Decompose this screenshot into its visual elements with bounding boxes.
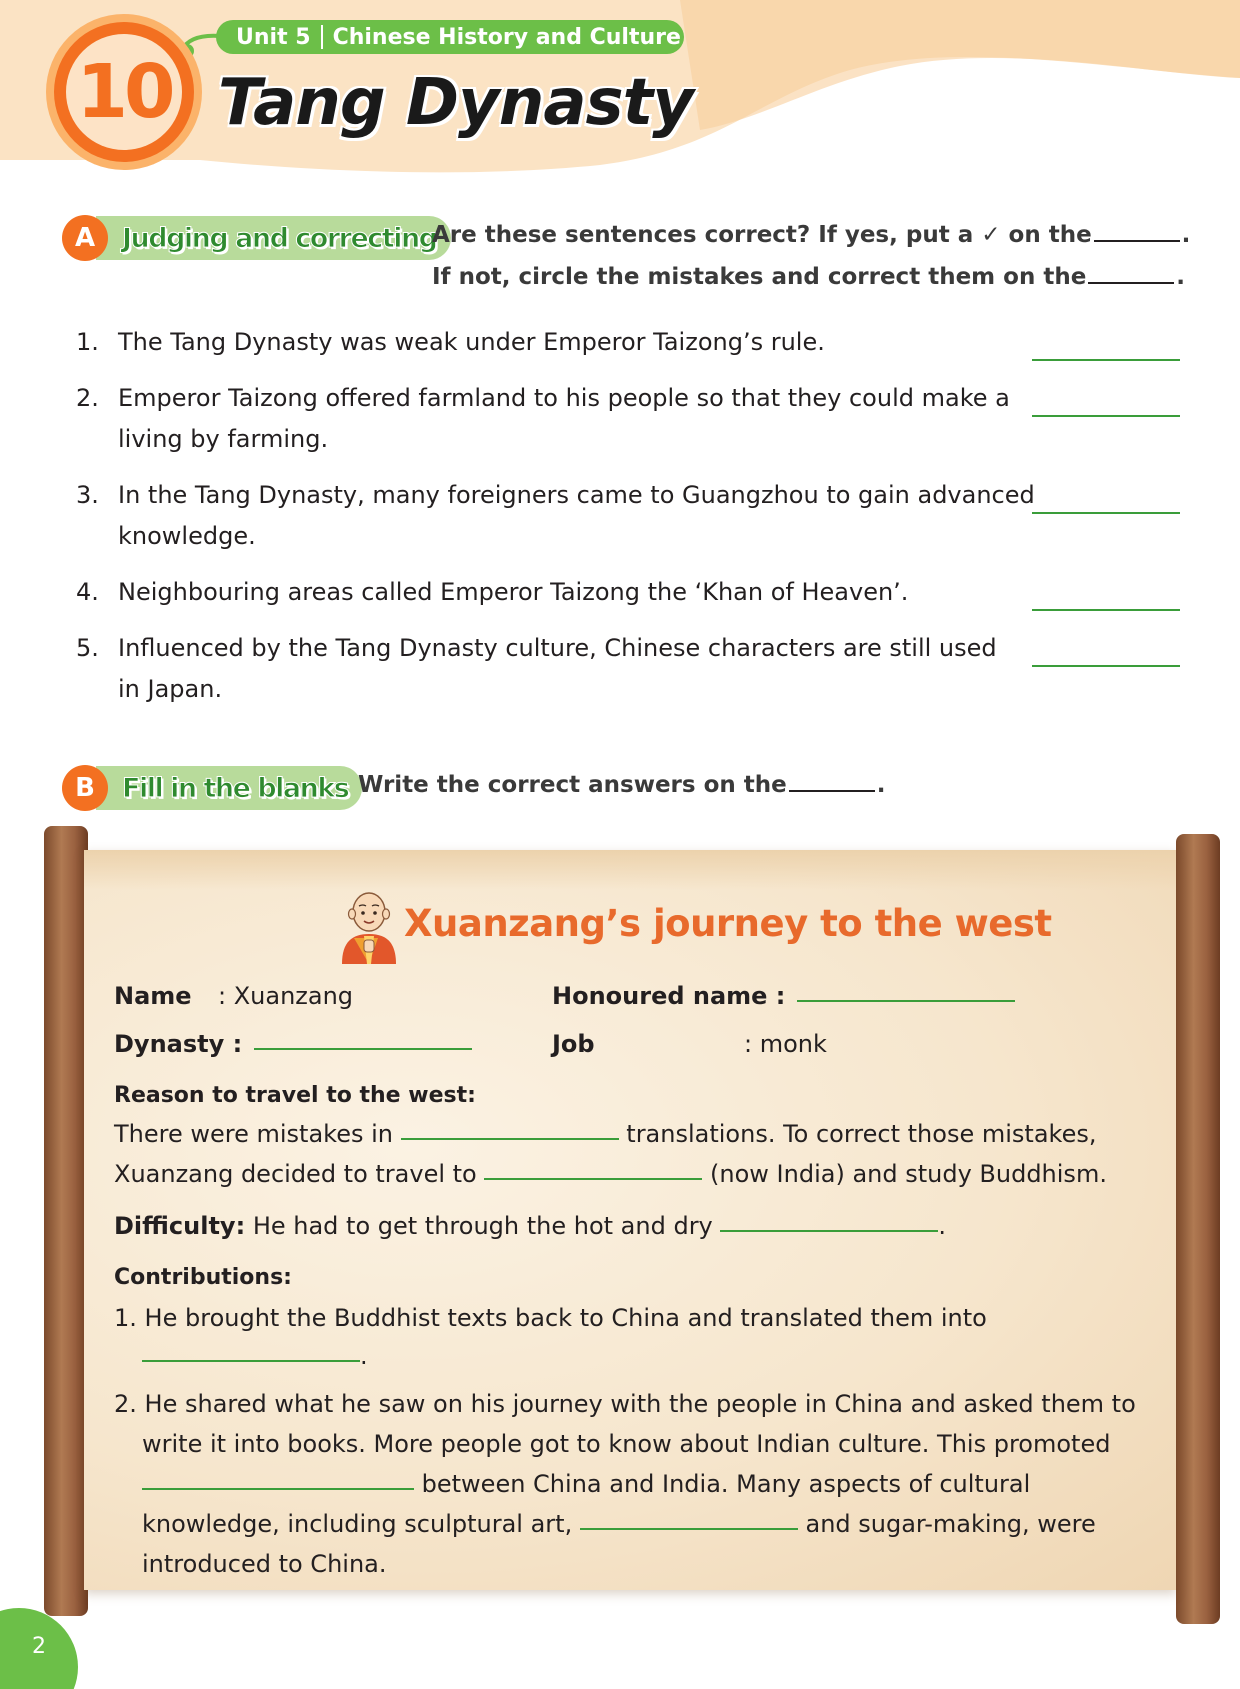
chapter-title: Tang Dynasty	[218, 66, 693, 140]
unit-label: Unit 5	[236, 24, 311, 50]
section-b-header	[62, 766, 362, 810]
scroll-rod-right	[1176, 834, 1220, 1624]
difficulty-line: Difficulty: He had to get through the hot and dry .	[114, 1212, 947, 1240]
section-a-instruction-1: Are these sentences correct? If yes, put a ✓ on the .	[432, 222, 1191, 248]
destination-blank[interactable]	[484, 1178, 702, 1180]
contributions-heading: Contributions:	[114, 1265, 292, 1290]
scroll-paper	[84, 850, 1176, 1590]
job-label: Job	[552, 1030, 595, 1058]
answer-line[interactable]	[1032, 415, 1180, 417]
section-b-title-pill	[96, 766, 362, 810]
list-item	[76, 628, 1186, 710]
item-number: 1.	[76, 328, 99, 356]
item-number: 4.	[76, 578, 99, 606]
item-number: 3.	[76, 481, 99, 509]
name-field	[114, 980, 192, 1012]
section-a-title-pill	[96, 216, 451, 260]
contribution-2-line-2: write it into books. More people got to know about Indian culture. This promoted	[142, 1430, 1111, 1458]
contribution-number: 2.	[114, 1390, 137, 1418]
answer-line[interactable]	[1032, 512, 1180, 514]
contribution-2-line-1: 2. He shared what he saw on his journey with the people in China and asked them to	[114, 1390, 1136, 1418]
item-number: 2.	[76, 384, 99, 412]
instruction-blank	[1094, 240, 1180, 242]
dynasty-field	[114, 1028, 472, 1060]
language-blank[interactable]	[142, 1360, 360, 1362]
contribution-2-line-3: between China and India. Many aspects of cultural	[142, 1468, 1030, 1500]
contribution-2-line-4: knowledge, including sculptural art, and sugar-making, were	[142, 1510, 1096, 1538]
list-item	[76, 572, 1186, 613]
unit-pill	[216, 20, 684, 54]
answer-line[interactable]	[1032, 359, 1180, 361]
dynasty-label: Dynasty :	[114, 1030, 243, 1058]
list-item	[76, 475, 1186, 557]
item-text: Influenced by the Tang Dynasty culture, Chinese characters are still used in Japan.	[118, 634, 997, 703]
reason-heading: Reason to travel to the west:	[114, 1083, 476, 1108]
item-text: In the Tang Dynasty, many foreigners came to Guangzhou to gain advanced knowledge.	[118, 481, 1035, 550]
item-text: Neighbouring areas called Emperor Taizong the ‘Khan of Heaven’.	[118, 578, 909, 606]
name-value: : Xuanzang	[218, 982, 354, 1010]
instruction-blank	[789, 790, 875, 792]
difficulty-blank[interactable]	[720, 1230, 938, 1232]
reason-line-1: There were mistakes in translations. To correct those mistakes,	[114, 1120, 1097, 1148]
name-label: Name	[114, 982, 192, 1010]
item-text: The Tang Dynasty was weak under Emperor Taizong’s rule.	[118, 328, 825, 356]
section-b-letter: B	[62, 765, 108, 811]
contribution-1: 1. He brought the Buddhist texts back to China and translated them into	[114, 1304, 987, 1332]
knowledge-blank[interactable]	[580, 1528, 798, 1530]
page-number: 2	[32, 1634, 46, 1659]
dynasty-blank[interactable]	[254, 1048, 472, 1050]
list-item	[76, 322, 1186, 363]
job-value: : monk	[744, 1030, 827, 1058]
contribution-1-blank-line: .	[142, 1340, 368, 1372]
journey-title: Xuanzang’s journey to the west	[404, 902, 1052, 945]
list-item	[76, 378, 1186, 460]
answer-line[interactable]	[1032, 609, 1180, 611]
reason-line-2: Xuanzang decided to travel to (now India) and study Buddhism.	[114, 1160, 1107, 1188]
answer-line[interactable]	[1032, 665, 1180, 667]
chapter-number: 10	[76, 49, 172, 135]
contribution-number: 1.	[114, 1304, 137, 1332]
section-a-header	[62, 216, 451, 260]
monk-icon	[334, 884, 404, 964]
unit-topic: Chinese History and Culture	[332, 24, 681, 50]
honoured-name-blank[interactable]	[797, 1000, 1015, 1002]
section-a-title: Judging and correcting	[122, 222, 437, 254]
section-b-title: Fill in the blanks	[122, 772, 349, 804]
item-text: Emperor Taizong offered farmland to his people so that they could make a living by farming.	[118, 384, 1010, 453]
judging-list	[76, 322, 1186, 725]
item-number: 5.	[76, 634, 99, 662]
section-b-instruction: Write the correct answers on the .	[358, 772, 886, 798]
section-a-instruction-2: If not, circle the mistakes and correct them on the .	[432, 264, 1186, 290]
scroll-rod-left	[44, 826, 88, 1616]
job-field	[552, 1028, 595, 1060]
scroll	[36, 826, 1220, 1626]
instruction-blank	[1088, 282, 1174, 284]
chapter-badge	[46, 14, 202, 170]
translation-blank[interactable]	[401, 1138, 619, 1140]
section-a-letter: A	[62, 215, 108, 261]
exchange-blank[interactable]	[142, 1488, 414, 1490]
difficulty-label: Difficulty:	[114, 1212, 246, 1240]
honoured-name-field	[552, 980, 1015, 1012]
contribution-2-line-5: introduced to China.	[142, 1550, 387, 1578]
honoured-name-label: Honoured name :	[552, 982, 786, 1010]
